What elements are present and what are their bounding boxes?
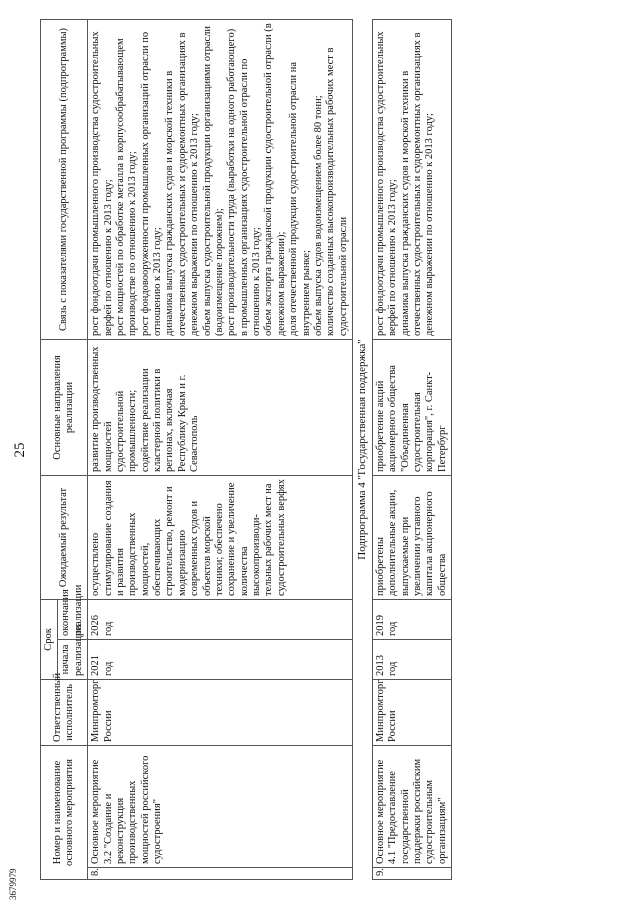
directions: приобретение акций акционерного общества "Объединенная судостроительная корпорация", г. Санкт-Петербург [372,339,451,475]
header-executor: Ответственный исполнитель [41,680,88,746]
row-number: 8. [88,868,353,880]
term-end: 2019 год [372,599,451,639]
table-row [88,19,353,879]
row-number: 9. [372,868,451,880]
term-start: 2013 год [372,640,451,680]
measures-table [40,19,452,880]
program-link: рост фондоотдачи промышленного производства судостроительных верфей по отношению к 2013 году; динамика выпуска гражданских судов и морской техники в отечественных судостроительных и судоремонтных организациях в денежном выражении по отношению к 2013 году; [372,19,451,339]
document-code: 3679979 [8,868,18,900]
header-term-start: начала реализации [58,640,88,680]
term-start: 2021 год [88,640,353,680]
header-name: Номер и наименование основного мероприятия [41,746,88,880]
measure-name: Основное мероприятие 3.2 "Создание и реконструкция производственных мощностей российского судостроения" [88,746,353,868]
header-term: Срок [41,599,58,679]
header-term-end: окончания реализации [58,599,88,639]
executor: Минпромторг России [88,680,353,746]
subprogram-row [353,19,373,879]
header-result: Ожидаемый результат [41,475,88,599]
directions: развитие производственных мощностей судостроительной промышленности; содействие реализации кластерной политики в регионах, включая Республику Крым и г. Севастополь [88,339,353,475]
subprogram-title: Подпрограмма 4 "Государственная поддержка" [353,19,373,879]
page-number: 25 [12,442,28,458]
header-link: Связь с показателями государственной программы (подпрограммы) [41,19,88,339]
term-end: 2026 год [88,599,353,639]
program-link: рост фондоотдачи промышленного производства судостроительных верфей по отношению к 2013 году; рост мощностей по обработке металла в корпусообрабатывающем производстве по отношению к 2013 году; рост фондовооруженности промышленных организаций отрасли по отношению к 2013 году; динамика выпуска гражданских судов и морской техники в отечественных судостроительных и судоремонтных организациях в денежном выражении по отношению к 2013 году; объем выпуска судостроительной продукции организациями отрасли (водоизмещение порожнем); рост производительности труда (выработки на одного работающего) в промышленных организациях судостроительной отрасли по отношению к 2013 году; объем экспорта гражданской продукции судостроительной отрасли (в денежном выражении); доля отечественной продукции судостроительной отрасли на внутреннем рынке; объем выпуска судов водоизмещением более 80 тонн; количество созданных высокопроизводительных рабочих мест в судостроительной отрасли [88,19,353,339]
executor: Минпромторг России [372,680,451,746]
measure-name: Основное мероприятие 4.1 "Предоставление государственной поддержки российским судостроительным организациям" [372,746,451,868]
header-directions: Основные направления реализации [41,339,88,475]
table-row [372,19,451,879]
expected-result: осуществлено стимулирование создания и развития производственных мощностей, обеспечивающих строительство, ремонт и модернизацию современных судов и объектов морской техники; обеспечено сохранение и увеличение количества высокопроизводи-тельных рабочих мест на судостроительных верфях [88,475,353,599]
expected-result: приобретены дополнительные акции, выпускаемые при увеличении уставного капитала акционерного общества [372,475,451,599]
